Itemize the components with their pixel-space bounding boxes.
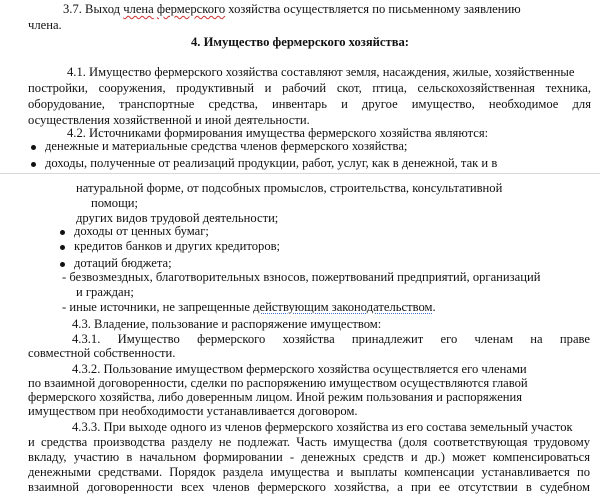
bullet-icon bbox=[60, 245, 65, 250]
list-item-continuation-line-2: помощи; bbox=[91, 196, 138, 210]
paragraph-4-3-2-line-4: имуществом при необходимости устанавливается договором. bbox=[28, 404, 358, 418]
paragraph-3-7-line-1 bbox=[63, 1, 521, 17]
paragraph-4-1-line-2: постройки, сооружения, продуктивный и рабочий скот, птица, сельскохозяйственная техника, bbox=[28, 81, 591, 95]
list-item: кредитов банков и других кредиторов; bbox=[74, 239, 281, 253]
text-run: 3.7. Выход bbox=[63, 2, 124, 16]
paragraph-4-1-line-3: оборудование, транспортные средства, инвентарь и другое имущество, необходимое для bbox=[28, 97, 591, 111]
paragraph-4-3-3-line-3: вкладу, участию в начальном формировании - денежных средств и др.) может компенсироваться bbox=[28, 450, 590, 464]
text-run-misspelled: фермерского bbox=[156, 2, 226, 16]
paragraph-4-3-3-line-4: денежными средствами. Порядок раздела имущества и выплаты компенсации устанавливается по bbox=[28, 465, 590, 479]
list-item-continuation-line-1: натуральной форме, от подсобных промыслов, строительства, консультативной bbox=[76, 181, 503, 195]
list-item: доходы, полученные от реализаций продукции, работ, услуг, как в денежной, так и в bbox=[45, 156, 498, 170]
dash-item-2 bbox=[62, 299, 436, 315]
list-item: денежные и материальные средства членов фермерского хозяйства; bbox=[45, 139, 408, 153]
dash-item-line-1: - безвозмездных, благотворительных взносов, пожертвований предприятий, организаций bbox=[62, 270, 541, 284]
paragraph-4-3-3-line-5: взаимной договоренности всех членов фермерского хозяйства, а при ее отсутствии в судебном bbox=[28, 480, 590, 494]
bullet-icon bbox=[31, 145, 36, 150]
bullet-icon bbox=[31, 162, 36, 167]
paragraph-4-1-line-4: осуществления хозяйственной и иной деятельности. bbox=[28, 113, 310, 127]
section-heading: 4. Имущество фермерского хозяйства: bbox=[190, 35, 409, 49]
paragraph-4-2: 4.2. Источниками формирования имущества фермерского хозяйства являются: bbox=[67, 126, 489, 140]
text-run-grammar-flag: действующим законодательством bbox=[253, 300, 433, 314]
paragraph-4-3-1-line-1: 4.3.1. Имущество фермерского хозяйства принадлежит его членам на праве bbox=[72, 332, 590, 346]
paragraph-4-3: 4.3. Владение, пользование и распоряжение имуществом: bbox=[72, 317, 382, 331]
paragraph-4-3-1-line-2: совместной собственности. bbox=[28, 346, 176, 360]
bullet-icon bbox=[60, 262, 65, 267]
paragraph-4-3-2-line-1: 4.3.2. Пользование имуществом фермерского хозяйства осуществляется его членами bbox=[72, 362, 527, 376]
paragraph-4-3-3-line-2: и средства производства разделу не подлежат. Часть имущества (доля соответствующая трудовому bbox=[28, 435, 590, 449]
paragraph-4-3-2-line-3: фермерского хозяйства, либо доверенным лицом. Иной режим пользования и распоряжения bbox=[28, 390, 523, 404]
dash-item-line-2: и граждан; bbox=[76, 285, 134, 299]
paragraph-3-7-line-2: члена. bbox=[28, 18, 62, 32]
text-run: . bbox=[432, 300, 436, 314]
paragraph-4-3-3-line-1: 4.3.3. При выходе одного из членов фермерского хозяйства из его состава земельный участок bbox=[72, 420, 573, 434]
text-run: хозяйства осуществляется по письменному заявлению bbox=[225, 2, 521, 16]
paragraph-4-1-line-1: 4.1. Имущество фермерского хозяйства составляют земля, насаждения, жилые, хозяйственные bbox=[67, 65, 575, 79]
list-item: доходы от ценных бумаг; bbox=[74, 224, 209, 238]
page-break-divider bbox=[0, 173, 600, 174]
list-item-continuation-line-3: других видов трудовой деятельности; bbox=[76, 211, 279, 225]
text-run-misspelled: члена bbox=[123, 2, 154, 16]
bullet-icon bbox=[60, 230, 65, 235]
list-item: дотаций бюджета; bbox=[74, 256, 172, 270]
text-run: - иные источники, не запрещенные bbox=[62, 300, 254, 314]
paragraph-4-3-2-line-2: по взаимной договоренности, сделки по распоряжению имуществом осуществляются главой bbox=[28, 376, 528, 390]
